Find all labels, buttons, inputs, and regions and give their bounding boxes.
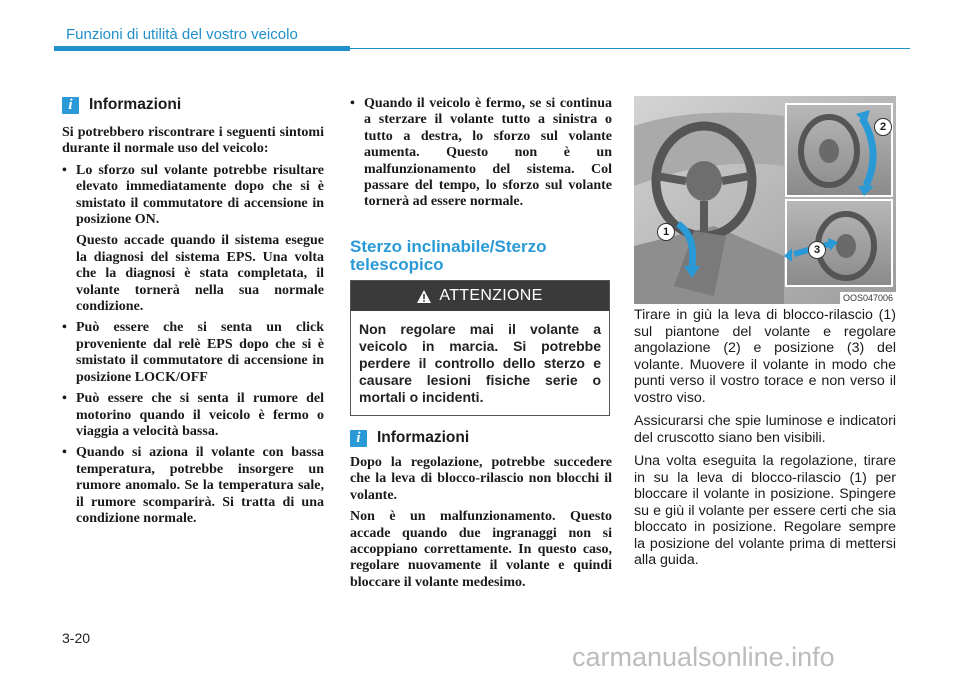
body-paragraph: Assicurarsi che spie luminose e indicatori del cruscotto siano ben visibili. [634,413,896,446]
steering-adjustment-diagram [634,96,896,304]
header-rule [350,48,910,49]
warning-header [351,281,609,311]
warning-title: ATTENZIONE [439,287,543,304]
body-paragraph: Tirare in giù la leva di blocco-rilascio (1) sul piantone del volante e regolare angolazione (2) e posizione (3) del volante. Muovere il volante in modo che punti verso il vostro torace e non verso il vostro viso. [634,307,896,406]
callout-2: 2 [874,118,892,136]
info-body-column-2 [350,96,612,216]
info-paragraph: Dopo la regolazione, potrebbe succedere che la leva di blocco-rilascio non blocchi il volante. [350,455,612,503]
info-paragraph: Non è un malfunzionamento. Questo accade quando due ingranaggi non si accoppiano correttamente. In questo caso, regolare nuovamente il volante e quindi bloccare il volante medesimo. [350,509,612,590]
body-paragraph: Una volta eseguita la regolazione, tirare in su la leva di blocco-rilascio (1) per bloccare il volante in posizione. Spingere su e giù il volante per essere certi che sia bloccato in posizione. Regolare sempre la posizione del volante prima di mettersi alla guida. [634,453,896,568]
info-body-2 [350,455,612,596]
info-title: Informazioni [377,429,470,446]
warning-triangle-icon [417,290,431,303]
page-number: 3-20 [62,630,91,646]
header-accent-bar [54,46,350,51]
warning-text: Non regolare mai il volante a veicolo in marcia. Si potrebbe perdere il controllo dello sterzo e causare lesioni fisiche serie o mortali o incidenti. [359,321,601,405]
info-bullet: • Può essere che si senta il rumore del motorino quando il veicolo è fermo o viaggia a velocità bassa. [62,391,324,440]
info-bullet: • Quando si aziona il volante con bassa temperatura, potrebbe insorgere un rumore anomalo. Se la temperatura sale, il rumore scomparirà. Si tratta di una condizione normale. [62,445,324,527]
info-icon: i [350,430,367,447]
info-heading-1 [62,96,181,114]
info-icon: i [62,97,79,114]
figure-caption: OOS047006 [840,292,896,304]
callout-3: 3 [808,241,826,259]
info-body-column-1 [62,125,324,532]
info-heading-2 [350,429,469,447]
page-header-title: Funzioni di utilità del vostro veicolo [66,26,298,43]
body-text-column [634,307,896,576]
info-title: Informazioni [89,96,182,113]
info-bullet-continuation: Questo accade quando il sistema esegue la diagnosi del sistema EPS. Una volta che la diagnosi è stata completata, il volante tornerà nella sua normale condizione. [76,233,324,315]
info-bullet: • Quando il veicolo è fermo, se si continua a sterzare il volante tutto a sinistra o tutto a destra, lo sforzo sul volante aumenta. Questo non è un malfunzionamento del sistema. Col passare del tempo, lo sforzo sul volante tornerà ad essere normale. [350,96,612,211]
section-title: Sterzo inclinabile/Sterzo telescopico [350,237,547,274]
info-bullet: • Lo sforzo sul volante potrebbe risultare elevato immediatamente dopo che si è smistato il commutatore di accensione in posizione ON. [62,163,324,229]
callout-1: 1 [657,223,675,241]
info-bullet: • Può essere che si senta un click proveniente dal relè EPS dopo che si è smistato il commutatore di accensione in posizione LOCK/OFF [62,320,324,386]
warning-box [350,280,610,416]
steering-wheel-illustration [634,96,896,304]
info-intro: Si potrebbero riscontrare i seguenti sintomi durante il normale uso del veicolo: [62,125,324,157]
watermark: carmanualsonline.info [572,642,835,672]
